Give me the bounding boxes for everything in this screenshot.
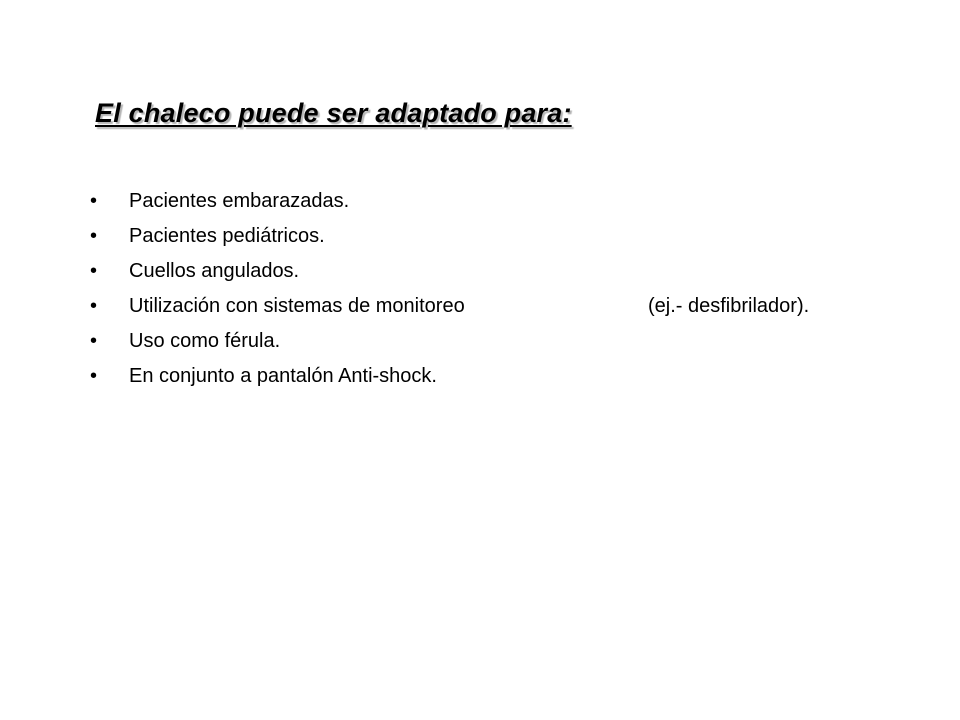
list-item-text: Pacientes pediátricos.: [129, 225, 325, 247]
list-item-text: Cuellos angulados.: [129, 260, 300, 282]
list-item-text: Pacientes embarazadas.: [129, 190, 350, 212]
slide-title: El chaleco puede ser adaptado para:: [95, 98, 572, 128]
bullet-icon: •: [90, 330, 98, 352]
list-item-text: En conjunto a pantalón Anti-shock.: [129, 365, 437, 387]
bullet-icon: •: [90, 225, 98, 247]
list-item-text: Utilización con sistemas de monitoreo: [129, 295, 465, 317]
list-item-text-continuation: (ej.- desfibrilador).: [648, 295, 810, 317]
bullet-icon: •: [90, 260, 98, 282]
bullet-icon: •: [90, 190, 98, 212]
bullet-icon: •: [90, 295, 98, 317]
list-item-text: Uso como férula.: [129, 330, 281, 352]
bullet-icon: •: [90, 365, 98, 387]
